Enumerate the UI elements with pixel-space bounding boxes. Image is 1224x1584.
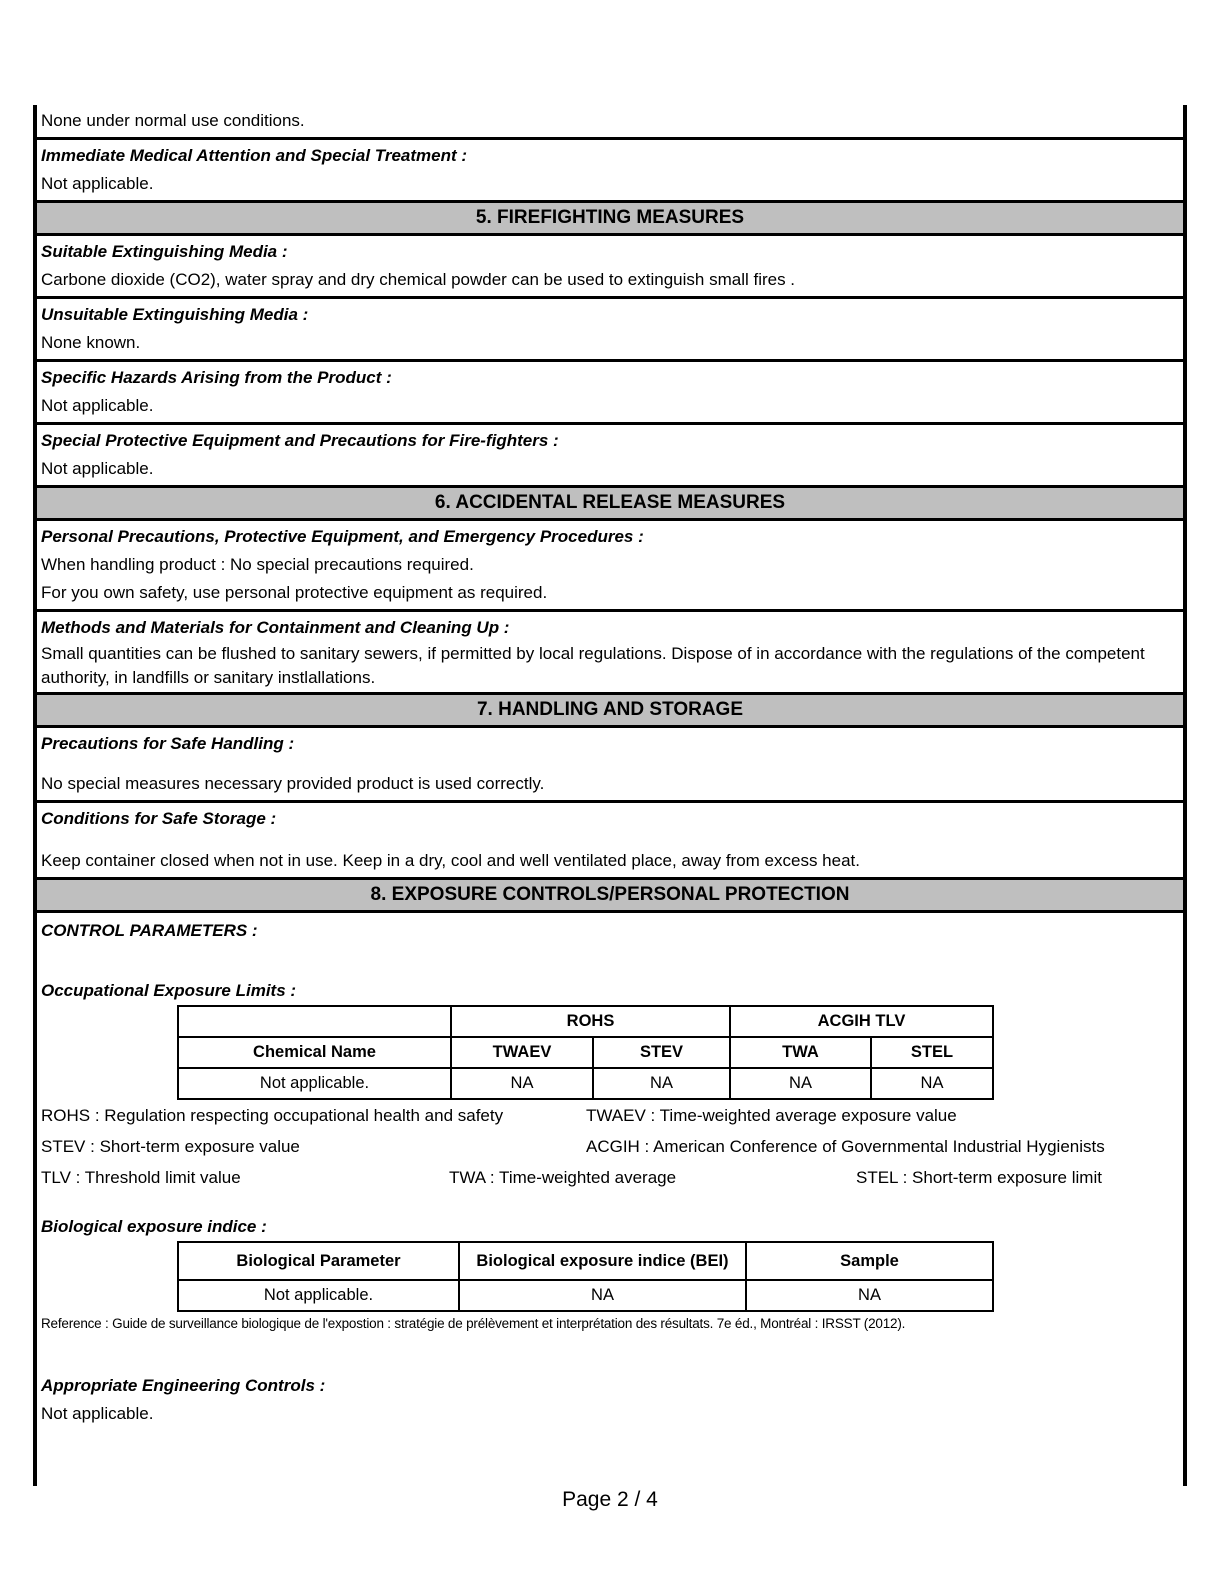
immediate-medical-row: [37, 140, 1183, 203]
legend-row-1: [41, 1100, 1177, 1131]
bei-title: Biological exposure indice :: [41, 1217, 267, 1236]
suitable-media-row: [37, 236, 1183, 299]
legend-stel: STEL : Short-term exposure limit: [856, 1168, 1102, 1187]
legend-twa: TWA : Time-weighted average: [449, 1168, 677, 1187]
methods-materials-title: Methods and Materials for Containment and Cleaning Up :: [41, 618, 510, 637]
oel-group-rohs: ROHS: [451, 1006, 730, 1037]
oel-col-twaev: TWAEV: [451, 1037, 593, 1068]
methods-materials-row: [37, 612, 1183, 695]
oel-cell-stel: NA: [871, 1068, 993, 1099]
personal-precautions-line2: For you own safety, use personal protective equipment as required.: [41, 583, 548, 602]
section8-header: 8. EXPOSURE CONTROLS/PERSONAL PROTECTION: [37, 880, 1183, 913]
specific-hazards-title: Specific Hazards Arising from the Product :: [41, 368, 392, 387]
specific-hazards-body: Not applicable.: [41, 396, 154, 415]
oel-group-empty: [178, 1006, 451, 1037]
section6-header: 6. ACCIDENTAL RELEASE MEASURES: [37, 488, 1183, 521]
legend-tlv: TLV : Threshold limit value: [41, 1168, 241, 1187]
legend-row-2: [41, 1131, 1177, 1162]
protective-equipment-title: Special Protective Equipment and Precautions for Fire-fighters :: [41, 431, 559, 450]
oel-cell-twaev: NA: [451, 1068, 593, 1099]
unsuitable-media-title: Unsuitable Extinguishing Media :: [41, 305, 309, 324]
safe-handling-title: Precautions for Safe Handling :: [41, 734, 295, 753]
legend-row-3: [41, 1162, 1177, 1193]
biological-exposure-table: [177, 1241, 994, 1312]
oel-group-acgih: ACGIH TLV: [730, 1006, 993, 1037]
section5-header: 5. FIREFIGHTING MEASURES: [37, 203, 1183, 236]
occupational-exposure-table: [177, 1005, 994, 1100]
safe-handling-row: [37, 728, 1183, 803]
protective-equipment-body: Not applicable.: [41, 459, 154, 478]
legend-acgih: ACGIH : American Conference of Governmental Industrial Hygienists: [586, 1137, 1105, 1156]
bei-cell-parameter: Not applicable.: [178, 1280, 459, 1311]
legend-stev: STEV : Short-term exposure value: [41, 1137, 300, 1156]
section7-header: 7. HANDLING AND STORAGE: [37, 695, 1183, 728]
oel-cell-twa: NA: [730, 1068, 871, 1099]
continuation-row: [37, 105, 1183, 140]
bei-header-row: [178, 1242, 993, 1280]
suitable-media-body: Carbone dioxide (CO2), water spray and dry chemical powder can be used to extinguish small fires .: [41, 270, 796, 289]
safe-handling-body: No special measures necessary provided product is used correctly.: [41, 774, 545, 793]
unsuitable-media-row: [37, 299, 1183, 362]
reference-note: Reference : Guide de surveillance biologique de l'expostion : stratégie de prélèvement et interprétation des résultats. 7e éd., Montréal : IRSST (2012).: [41, 1316, 906, 1331]
oel-col-stel: STEL: [871, 1037, 993, 1068]
oel-col-twa: TWA: [730, 1037, 871, 1068]
section8-body: [37, 913, 1183, 1486]
personal-precautions-row: [37, 521, 1183, 612]
protective-equipment-row: [37, 425, 1183, 488]
bei-data-row: [178, 1280, 993, 1311]
legend-rohs: ROHS : Regulation respecting occupational health and safety: [41, 1106, 504, 1125]
engineering-controls-body: Not applicable.: [41, 1404, 154, 1423]
suitable-media-title: Suitable Extinguishing Media :: [41, 242, 288, 261]
safe-storage-body: Keep container closed when not in use. Keep in a dry, cool and well ventilated place, away from excess heat.: [41, 851, 860, 870]
immediate-medical-title: Immediate Medical Attention and Special Treatment :: [41, 146, 468, 165]
unsuitable-media-body: None known.: [41, 333, 141, 352]
bei-cell-sample: NA: [746, 1280, 993, 1311]
specific-hazards-row: [37, 362, 1183, 425]
page-number: Page 2 / 4: [562, 1488, 658, 1511]
bei-col-sample: Sample: [746, 1242, 993, 1280]
engineering-controls-title: Appropriate Engineering Controls :: [41, 1376, 326, 1395]
oel-data-row: [178, 1068, 993, 1099]
bei-col-indice: Biological exposure indice (BEI): [459, 1242, 746, 1280]
oel-title: Occupational Exposure Limits :: [41, 981, 297, 1000]
bei-cell-indice: NA: [459, 1280, 746, 1311]
continuation-text: None under normal use conditions.: [41, 111, 305, 130]
oel-group-header-row: [178, 1006, 993, 1037]
legend-twaev: TWAEV : Time-weighted average exposure value: [586, 1106, 957, 1125]
bei-col-parameter: Biological Parameter: [178, 1242, 459, 1280]
oel-cell-chemical: Not applicable.: [178, 1068, 451, 1099]
oel-cell-stev: NA: [593, 1068, 730, 1099]
sds-document-page: [33, 105, 1187, 1486]
safe-storage-row: [37, 803, 1183, 880]
oel-column-header-row: [178, 1037, 993, 1068]
oel-col-stev: STEV: [593, 1037, 730, 1068]
safe-storage-title: Conditions for Safe Storage :: [41, 809, 277, 828]
oel-col-chemical-name: Chemical Name: [178, 1037, 451, 1068]
methods-materials-body: Small quantities can be flushed to sanitary sewers, if permitted by local regulations. Dispose of in accordance with the regulations of the competent authority, in landfills or sanitary instlallations.: [41, 644, 1145, 687]
immediate-medical-body: Not applicable.: [41, 174, 154, 193]
personal-precautions-title: Personal Precautions, Protective Equipment, and Emergency Procedures :: [41, 527, 644, 546]
personal-precautions-line1: When handling product : No special precautions required.: [41, 555, 474, 574]
control-parameters-title: CONTROL PARAMETERS :: [41, 921, 258, 940]
